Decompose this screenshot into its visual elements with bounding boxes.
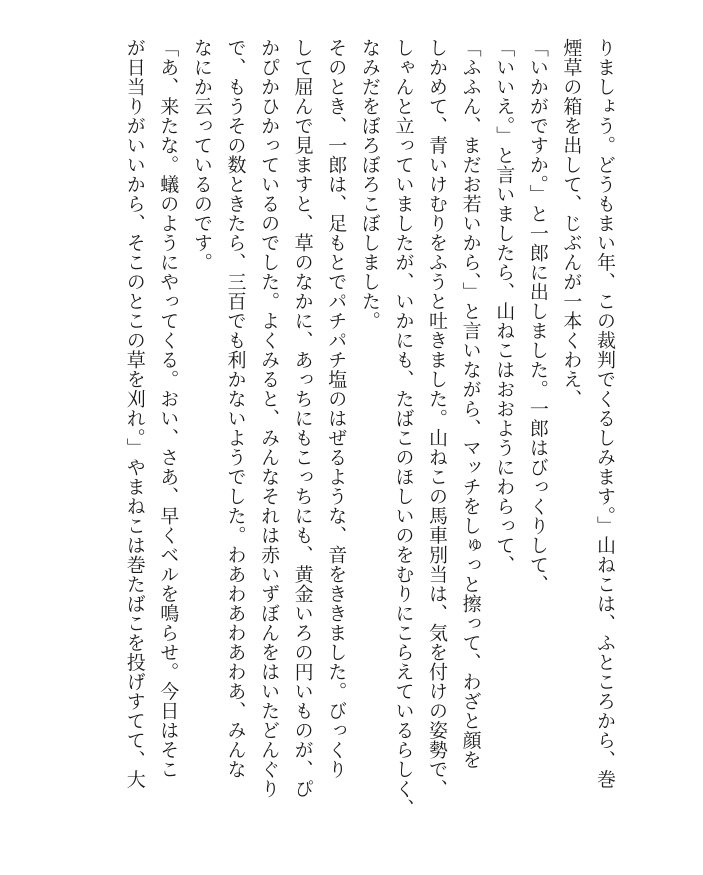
text-line: 「いかがですか。」と一郎に出しました。一郎はびっくりして、 bbox=[526, 38, 549, 594]
text-line: が日当りがいいから、そこのとこの草を刈れ。」やまねこは巻たばこを投げすてて、大 bbox=[123, 38, 146, 789]
text-line: 煙草の箱を出して、じぶんが一本くわえ、 bbox=[560, 38, 583, 409]
text-line: しかめて、青いけむりをふうと吐きました。山ねこの馬車別当は、気を付けの姿勢で、 bbox=[426, 38, 449, 799]
text-line: なみだをぼろぼろこぼしました。 bbox=[358, 38, 381, 331]
text-line: しゃんと立っていましたが、いかにも、たばこのほしいのをむりにこらえているらしく、 bbox=[392, 38, 415, 818]
text-line: りましょう。どうもまい年、この裁判でくるしみます。」山ねこは、ふところから、巻 bbox=[594, 38, 616, 789]
text-line: なにか云っているのです。 bbox=[190, 38, 213, 272]
text-line: 「いいえ。」と言いましたら、山ねこはおおようにわらって、 bbox=[493, 38, 516, 575]
vertical-text-body bbox=[117, 38, 621, 818]
text-line: そのとき、一郎は、足もとでパチパチ塩のはぜるような、音をききました。びっくり bbox=[325, 38, 348, 779]
text-line: かぴかひかっているのでした。よくみると、みんなそれは赤いずぼんをはいたどんぐり bbox=[258, 38, 281, 799]
text-line: 「あ、来たな。蟻のようにやってくる。おい、さあ、早くベルを鳴らせ。今日はそこ bbox=[157, 38, 180, 779]
text-line: 「ふふん、まだお若いから、」と言いながら、マッチをしゅっと擦って、わざと顔を bbox=[459, 38, 482, 770]
text-line: して屈んで見ますと、草のなかに、あっちにもこっちにも、黄金いろの円いものが、ぴ bbox=[291, 38, 314, 799]
text-line: で、もうその数ときたら、三百でも利かないようでした。わあわあわあわあ、みんな bbox=[224, 38, 247, 779]
